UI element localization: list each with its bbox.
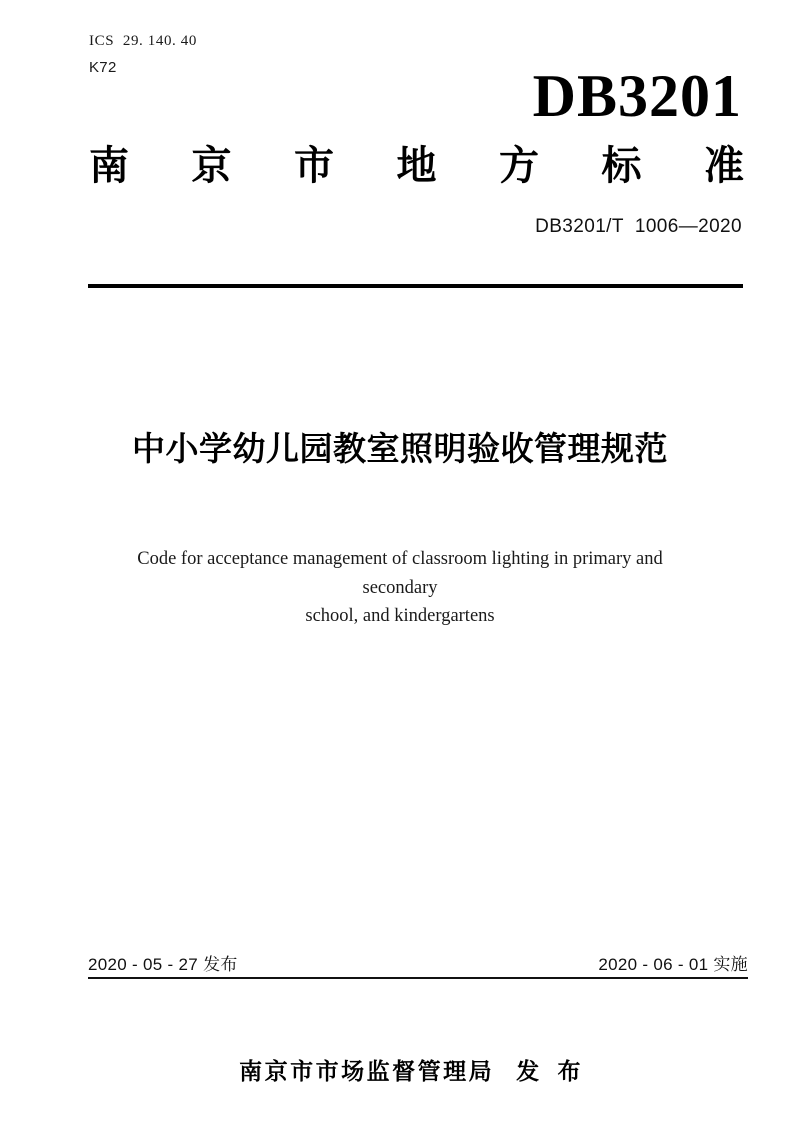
org-char-7: 准 (704, 144, 744, 188)
standard-mark: DB3201 (532, 63, 742, 129)
document-title-english-line-2: school, and kindergartens (305, 606, 495, 627)
org-char-4: 地 (396, 144, 437, 188)
document-title-english (100, 545, 700, 631)
footer-dates (88, 950, 748, 975)
standard-number: DB3201/T 1006—2020 (535, 216, 742, 237)
header-meta-block (89, 30, 197, 79)
header-divider (88, 284, 743, 288)
issuer-organization: 南京市市场监督管理局 (239, 1058, 495, 1084)
issuer-line (0, 1026, 800, 1113)
ics-code: ICS 29. 140. 40 (89, 33, 197, 49)
classification-code: K72 (89, 58, 117, 76)
standard-organization-title (89, 143, 744, 189)
org-char-5: 方 (499, 144, 539, 188)
implementation-date: 2020 - 06 - 01 实施 (598, 955, 748, 974)
org-char-2: 京 (191, 144, 232, 188)
document-title-english-line-1: Code for acceptance management of classroom lighting in primary and secondary (137, 549, 663, 598)
org-char-3: 市 (294, 144, 334, 188)
org-char-6: 标 (601, 144, 642, 188)
issue-date: 2020 - 05 - 27 发布 (88, 955, 238, 974)
org-char-1: 南 (89, 144, 129, 188)
issuer-verb: 发 布 (516, 1058, 587, 1084)
footer-divider (88, 977, 748, 979)
document-title-chinese: 中小学幼儿园教室照明验收管理规范 (132, 430, 668, 467)
